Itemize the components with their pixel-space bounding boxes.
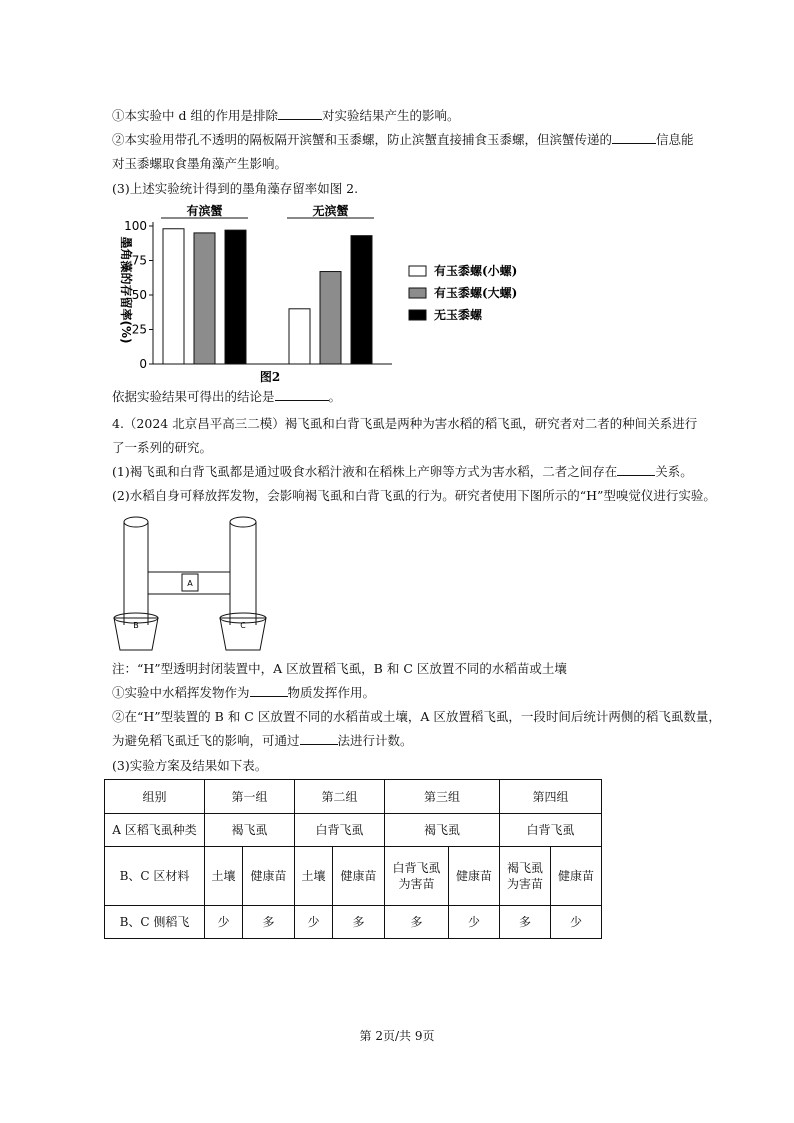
text: (1)褐飞虱和白背飞虱都是通过吸食水稻汁液和在稻株上产卵等方式为害水稻，二者之间存在 [112, 464, 618, 479]
text: ①本实验中 d 组的作用是排除 [112, 108, 278, 123]
table-cell: 多 [385, 906, 449, 939]
right-tube-outline [230, 522, 256, 625]
table-cell: 白背飞虱 [295, 814, 385, 847]
table-cell: 土壤 [295, 847, 333, 906]
text: 关系。 [655, 464, 693, 479]
label-c: C [240, 621, 246, 630]
question-4-sub1 [112, 685, 375, 701]
chart-bar [320, 272, 341, 364]
question-4-sub2-line1: ②在“H”型装置的 B 和 C 区放置不同的水稻苗或土壤，A 区放置稻飞虱，一段时间后统计两侧的稻飞虱数量， [112, 709, 721, 724]
table-cell: 褐飞虱 [205, 814, 295, 847]
row-label: B、C 侧稻飞 [105, 906, 205, 939]
conclusion-line [112, 389, 341, 405]
chart-bar [351, 236, 372, 364]
table-cell: 健康苗 [333, 847, 385, 906]
table-cell: 少 [551, 906, 602, 939]
retention-bar-chart [110, 200, 540, 385]
answer-blank[interactable] [612, 132, 656, 144]
text: 物质发挥作用。 [287, 685, 376, 700]
table-cell: 白背飞虱为害苗 [385, 847, 449, 906]
label-a: A [187, 579, 193, 588]
page-footer: 第 2页/共 9页 [359, 1029, 435, 1043]
left-tube-top [124, 517, 148, 527]
question-3-sub2-line2: 对玉黍螺取食墨角藻产生影响。 [112, 156, 288, 171]
row-label: A 区稻飞虱种类 [105, 814, 205, 847]
text: 依据实验结果可得出的结论是 [112, 389, 275, 404]
chart-y-tick-label: 25 [131, 322, 147, 337]
question-4-line2: 了一系列的研究。 [112, 440, 213, 455]
table-cell: 少 [449, 906, 500, 939]
question-3-sub1 [112, 108, 459, 124]
table-cell: 健康苗 [449, 847, 500, 906]
chart-legend-label: 有玉黍螺(大螺) [434, 286, 518, 300]
chart-group-label: 无滨蟹 [312, 204, 349, 218]
question-4-line1: 4.（2024 北京昌平高三二模）褐飞虱和白背飞虱是两种为害水稻的稻飞虱，研究者对二者的种间关系进行 [112, 416, 698, 431]
table-cell: 少 [205, 906, 243, 939]
text: ①实验中水稻挥发物作为 [112, 685, 250, 700]
text: 信息能 [656, 132, 694, 147]
answer-blank[interactable] [275, 389, 329, 401]
header-cell: 第二组 [295, 780, 385, 814]
chart-legend-swatch [409, 310, 426, 320]
table-cell: 多 [243, 906, 295, 939]
chart-legend-swatch [409, 266, 426, 276]
table-row [105, 814, 602, 847]
h-olfactometer-diagram [110, 510, 280, 655]
table-cell: 多 [500, 906, 551, 939]
answer-blank[interactable] [617, 464, 655, 476]
question-3-part3: (3)上述实验统计得到的墨角藻存留率如图 2. [112, 181, 359, 196]
table-cell: 健康苗 [551, 847, 602, 906]
experiment-table [104, 779, 602, 939]
text: 法进行计数。 [337, 733, 413, 748]
question-4-part1 [112, 464, 693, 480]
label-b: B [133, 621, 139, 630]
table-cell: 褐飞虱 [385, 814, 500, 847]
answer-blank[interactable] [250, 685, 288, 697]
chart-legend-swatch [409, 288, 426, 298]
answer-blank[interactable] [278, 108, 322, 120]
right-tube-top [230, 517, 256, 527]
text: ②本实验用带孔不透明的隔板隔开滨蟹和玉黍螺，防止滨蟹直接捕食玉黍螺，但滨蟹传递的 [112, 132, 613, 147]
table-row [105, 780, 602, 814]
header-cell: 组别 [105, 780, 205, 814]
device-note: 注：“H”型透明封闭装置中，A 区放置稻飞虱，B 和 C 区放置不同的水稻苗或土壤 [112, 661, 567, 676]
question-4-part2: (2)水稻自身可释放挥发物，会影响褐飞虱和白背飞虱的行为。研究者使用下图所示的“H”型嗅觉仪进行实验。 [112, 488, 716, 503]
text: 为避免稻飞虱迁飞的影响，可通过 [112, 733, 300, 748]
header-cell: 第三组 [385, 780, 500, 814]
table-cell: 土壤 [205, 847, 243, 906]
text: 。 [328, 389, 342, 404]
chart-legend-label: 有玉黍螺(小螺) [434, 264, 518, 278]
chart-y-tick-label: 75 [131, 253, 147, 268]
chart-bar [163, 229, 184, 364]
question-4-part3: (3)实验方案及结果如下表。 [112, 758, 268, 773]
chart-bar [289, 309, 310, 364]
answer-blank[interactable] [300, 733, 338, 745]
header-cell: 第一组 [205, 780, 295, 814]
question-3-sub2-line1 [112, 132, 694, 148]
chart-y-tick-label: 100 [124, 219, 147, 233]
row-label: B、C 区材料 [105, 847, 205, 906]
chart-y-tick-label: 0 [139, 357, 147, 371]
table-cell: 褐飞虱为害苗 [500, 847, 551, 906]
text: 对实验结果产生的影响。 [321, 108, 460, 123]
table-cell: 健康苗 [243, 847, 295, 906]
left-tube-outline [124, 522, 148, 625]
header-cell: 第四组 [500, 780, 602, 814]
table-row [105, 906, 602, 939]
chart-bar [194, 233, 215, 364]
chart-caption: 图2 [259, 370, 281, 384]
question-4-sub2-line2 [112, 733, 413, 749]
table-cell: 多 [333, 906, 385, 939]
table-cell: 白背飞虱 [500, 814, 602, 847]
chart-legend-label: 无玉黍螺 [434, 308, 483, 322]
table-row [105, 847, 602, 906]
chart-bar [225, 230, 246, 364]
chart-y-tick-label: 50 [131, 288, 147, 302]
chart-group-label: 有滨蟹 [186, 204, 223, 218]
chart-y-axis-label: 墨角藻的存留率(%) [119, 236, 133, 344]
table-cell: 少 [295, 906, 333, 939]
